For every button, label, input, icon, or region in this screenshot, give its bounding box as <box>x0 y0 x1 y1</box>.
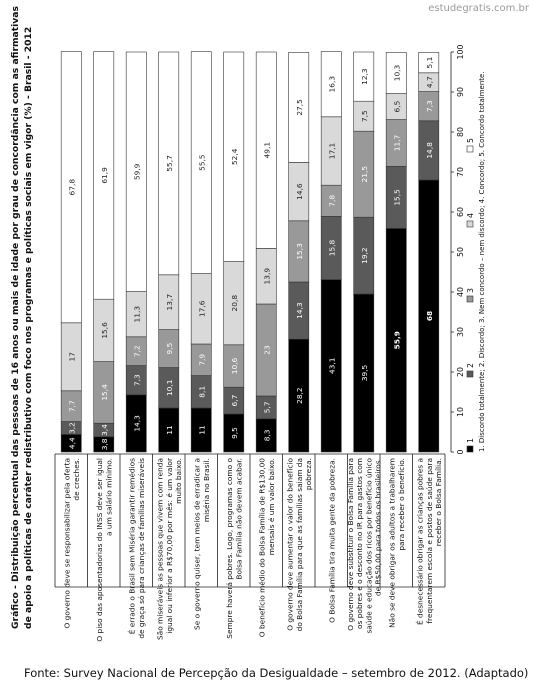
data-label: 5,1 <box>424 56 434 69</box>
legend-label: 4 <box>466 213 475 218</box>
data-label: 28,2 <box>294 387 304 404</box>
data-label: 3,8 <box>99 438 109 451</box>
data-label: 9,5 <box>164 342 174 355</box>
data-label: 3,4 <box>99 424 109 436</box>
category-label: O benefício médio do Bolsa Família de R$130,00 <box>257 458 267 638</box>
data-label: 49,1 <box>262 141 272 159</box>
data-label: 10,1 <box>164 379 174 397</box>
data-label: 55,7 <box>164 155 174 172</box>
x-tick-label: 60 <box>456 207 465 217</box>
data-label: 8,3 <box>262 429 272 442</box>
category-label: Sempre haverá pobres. Logo, programas como o <box>225 458 235 639</box>
data-label: 19,2 <box>359 247 369 264</box>
category-label: de creches. <box>71 458 81 501</box>
chart-title-line: Gráfico - Distribuição percentual das pessoas de 16 anos ou mais de idade por grau de concordância com as afirmativas <box>10 6 21 629</box>
category-label: receber o Bolsa Família. <box>433 458 443 547</box>
data-label: 10,3 <box>392 64 402 82</box>
category-label: saúde e educação dos ricos por benefício único <box>364 458 374 634</box>
data-label: 15,3 <box>294 243 304 260</box>
data-label: 4,4 <box>67 437 77 450</box>
category-label: para receber o benefício. <box>396 458 406 551</box>
data-label: 39,5 <box>359 364 369 382</box>
category-label: O piso das aposentadorias do INSS deve ser igual <box>95 458 105 642</box>
data-label: 14,8 <box>424 142 434 159</box>
data-label: 14,6 <box>294 183 304 200</box>
data-label: 55,9 <box>392 331 402 350</box>
legend-label: 5 <box>466 138 475 143</box>
category-label: O governo deve substituir o Bolsa Família para <box>345 458 355 631</box>
category-label: pobreza. <box>303 458 313 491</box>
category-label: os pobres e o desconto no IR para gastos com <box>355 458 365 629</box>
category-label: São miseráveis as pessoas que vivem com renda <box>155 458 165 641</box>
data-label: 8,1 <box>197 385 207 398</box>
data-label: 14,3 <box>132 415 142 432</box>
x-tick-label: 0 <box>456 449 465 455</box>
watermark-text: estudegratis.com.br <box>428 3 529 14</box>
category-label: O Bolsa Família tira muita gente da pobreza. <box>327 458 337 623</box>
category-label: igual ou inferior a R$70,00 por mês: é um valor <box>164 458 174 634</box>
data-label: 21,5 <box>359 165 369 183</box>
legend-swatch <box>467 221 473 227</box>
data-label: 17 <box>67 352 77 362</box>
data-label: 3,2 <box>67 422 77 434</box>
data-label: 15,8 <box>327 239 337 257</box>
source-note: Fonte: Survey Nacional de Percepção da Desigualdade – setembro de 2012. (Adaptado) <box>24 666 529 680</box>
data-label: 13,9 <box>262 267 272 285</box>
category-label: Não se deve obrigar os adultos a trabalharem <box>387 458 397 628</box>
data-label: 15,6 <box>99 322 109 339</box>
data-label: 14,3 <box>294 302 304 319</box>
category-label: de R$50,00 para todos os brasileiros. <box>373 458 383 597</box>
data-label: 16,3 <box>327 75 337 93</box>
data-label: 7,8 <box>327 194 337 207</box>
data-label: 11,3 <box>132 305 142 323</box>
x-tick-label: 50 <box>456 247 465 257</box>
category-label: mensais é um valor baixo. <box>266 458 276 556</box>
category-label: O governo deve aumentar o valor do benefício <box>285 458 295 631</box>
category-label: do Bolsa Família para que as famílias saiam da <box>294 458 304 632</box>
legend-swatch <box>467 296 473 302</box>
category-label: O governo deve se responsabilizar pela oferta <box>62 458 72 629</box>
data-label: 7,7 <box>67 400 77 413</box>
data-label: 11 <box>164 425 174 435</box>
legend-swatch <box>467 446 473 452</box>
data-label: 27,5 <box>294 99 304 116</box>
x-tick-label: 80 <box>456 127 465 137</box>
data-label: 7,9 <box>197 353 207 366</box>
chart-rotated-group <box>10 6 486 642</box>
legend-label: 3 <box>466 288 475 293</box>
data-label: 61,9 <box>99 167 109 184</box>
x-tick-label: 90 <box>456 87 465 97</box>
data-label: 9,5 <box>229 427 239 439</box>
data-label: 7,5 <box>359 110 369 123</box>
data-label: 4,7 <box>424 76 434 89</box>
data-label: 55,5 <box>197 154 207 171</box>
category-label: frequentarem escola e postos de saúde para <box>424 458 434 624</box>
legend-label: 1 <box>466 438 475 443</box>
x-tick-label: 20 <box>456 367 465 377</box>
legend-note: 1. Discordo totalmente; 2. Discordo; 3. Nem concordo – nem discordo; 4. Concordo; 5. Concordo totalmente. <box>478 71 486 452</box>
data-label: 23 <box>262 345 272 355</box>
x-tick-label: 100 <box>456 44 465 60</box>
data-label: 7,3 <box>132 374 142 387</box>
x-tick-label: 70 <box>456 167 465 177</box>
data-label: 7,2 <box>132 345 142 358</box>
data-label: 15,4 <box>99 384 109 401</box>
data-label: 59,9 <box>132 163 142 181</box>
data-label: 43,1 <box>327 357 337 375</box>
category-label: Bolsa Família não devem acabar. <box>234 458 244 580</box>
data-label: 20,8 <box>229 294 239 312</box>
category-label: miséria no Brasil. <box>201 458 211 523</box>
category-label: É errado o Brasil sem Miséria garantir remédios <box>127 458 137 635</box>
category-label: É desnecessário obrigar as crianças pobres a <box>415 458 425 625</box>
data-label: 6,5 <box>392 100 402 113</box>
category-label: muito baixo. <box>173 458 183 504</box>
data-label: 7,3 <box>424 100 434 113</box>
legend-swatch <box>467 371 473 377</box>
x-tick-label: 40 <box>456 287 465 297</box>
x-tick-label: 30 <box>456 327 465 337</box>
data-label: 11,7 <box>392 134 402 152</box>
legend-swatch <box>467 146 473 152</box>
data-label: 68 <box>424 310 434 322</box>
category-label: a um salário mínimo. <box>104 458 114 536</box>
data-label: 13,7 <box>164 293 174 311</box>
data-label: 11 <box>197 425 207 435</box>
x-tick-label: 10 <box>456 407 465 417</box>
data-label: 52,4 <box>229 148 239 166</box>
chart-title-line: de apoio a políticas de caráter redistributivo com foco nos programas e políticas sociais em vigor (%) - Brasil - 2012 <box>23 26 34 629</box>
data-label: 12,3 <box>359 68 369 85</box>
data-label: 6,7 <box>229 394 239 407</box>
data-label: 10,6 <box>229 357 239 375</box>
legend-label: 2 <box>466 363 475 368</box>
category-label: Se o governo quiser, tem meios de erradicar a <box>192 458 202 630</box>
category-label: de graça só para crianças de famílias miseráveis <box>136 458 146 639</box>
data-label: 67,8 <box>67 178 77 196</box>
data-label: 17,1 <box>327 142 337 160</box>
data-label: 5,7 <box>262 401 272 414</box>
data-label: 17,6 <box>197 300 207 318</box>
data-label: 15,5 <box>392 189 402 206</box>
